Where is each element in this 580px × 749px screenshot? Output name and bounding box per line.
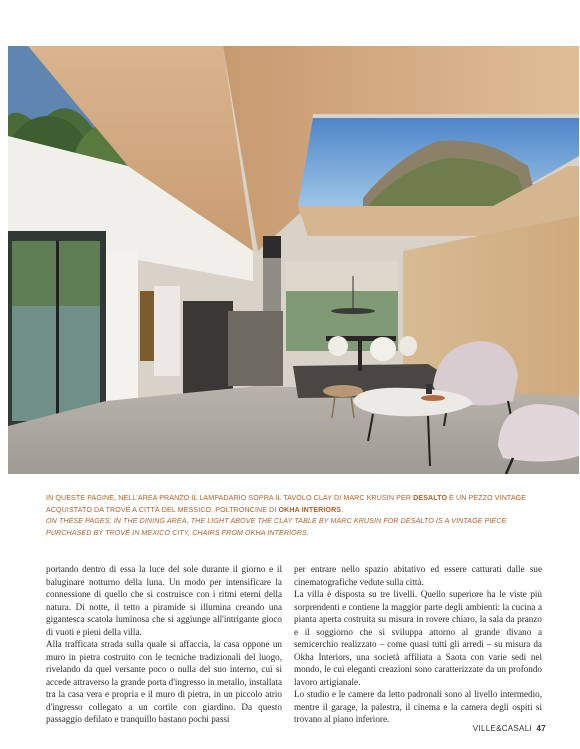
body-paragraph: La villa è disposta su tre livelli. Quello superiore ha le viste più sorprendenti e contiene la maggior parte degli ambienti: la cucina a pianta aperta costruita su misura in rovere chiaro, la sala da pranzo e il soggiorno che si sviluppa attorno al grande divano a semicerchio realizzato – come quasi tutti gli arredi – su misura da Okha Interiors, una società affiliata a Saota con varie sedi nel mondo, le cui eleganti creazioni sono caratterizzate da un profondo lavoro artigianale. xyxy=(294,589,542,687)
body-column-left xyxy=(46,563,282,726)
page-number: 47 xyxy=(536,724,546,733)
page-folio xyxy=(473,724,546,733)
caption-english: ON THESE PAGES: IN THE DINING AREA, THE LIGHT ABOVE THE CLAY TABLE BY MARC KRUSIN FOR DESALTO IS A VINTAGE PIECE PURCHASED BY TROVÉ IN MEXICO CITY, CHAIRS FROM OKHA INTERIORS. xyxy=(46,517,507,537)
caption-brand-okha: OKHA INTERIORS xyxy=(278,505,342,514)
body-column-right xyxy=(294,563,542,726)
body-paragraph: Alla trafficata strada sulla quale si affaccia, la casa oppone un muro in pietra costruito con le tecniche tradizionali del luogo, rivelando da quel versante poco o nulla del suo interno, cui si accede attraverso la grande porta d'ingresso in metallo, installata tra la casa vera e propria e il muro di pietra, in un piccolo atrio d'ingresso collegato a un cortile con giardino. Da questo passaggio defilato e tranquillo bastano pochi passi xyxy=(46,639,282,724)
interior-photo xyxy=(8,46,579,474)
body-paragraph: Lo studio e le camere da letto padronali sono al livello intermedio, mentre il garage, la palestra, il cinema e la camera degli ospiti si trovano al piano inferiore. xyxy=(294,689,542,724)
caption-italian: IN QUESTE PAGINE, NELL'AREA PRANZO IL LAMPADARIO SOPRA IL TAVOLO CLAY DI MARC KRUSIN PER DESALTO È UN PEZZO VINTAGE ACQUISTATO DA TROVÉ A CITTÀ DEL MESSICO. POLTRONCINE DI OKHA INTERIORS. xyxy=(46,494,527,514)
magazine-name: VILLE&CASALI xyxy=(472,724,532,733)
body-paragraph: portando dentro di essa la luce del sole durante il giorno e il baluginare notturno della luna. Un modo per intensificare la connessione di quello che si costruisce con i ritmi eterni della natura. Di notte, il tetto a piramide si illumina creando una gigantesca scatola luminosa che si aggiunge all'intrigante gioco di vuoti e pieni della villa. xyxy=(46,564,282,637)
photo-illustration xyxy=(8,46,579,474)
photo-caption xyxy=(46,493,546,539)
caption-brand-desalto: DESALTO xyxy=(413,494,448,502)
body-paragraph: per entrare nello spazio abitativo ed essere catturati dalle sue cinematografiche vedute sulla città. xyxy=(294,564,542,587)
